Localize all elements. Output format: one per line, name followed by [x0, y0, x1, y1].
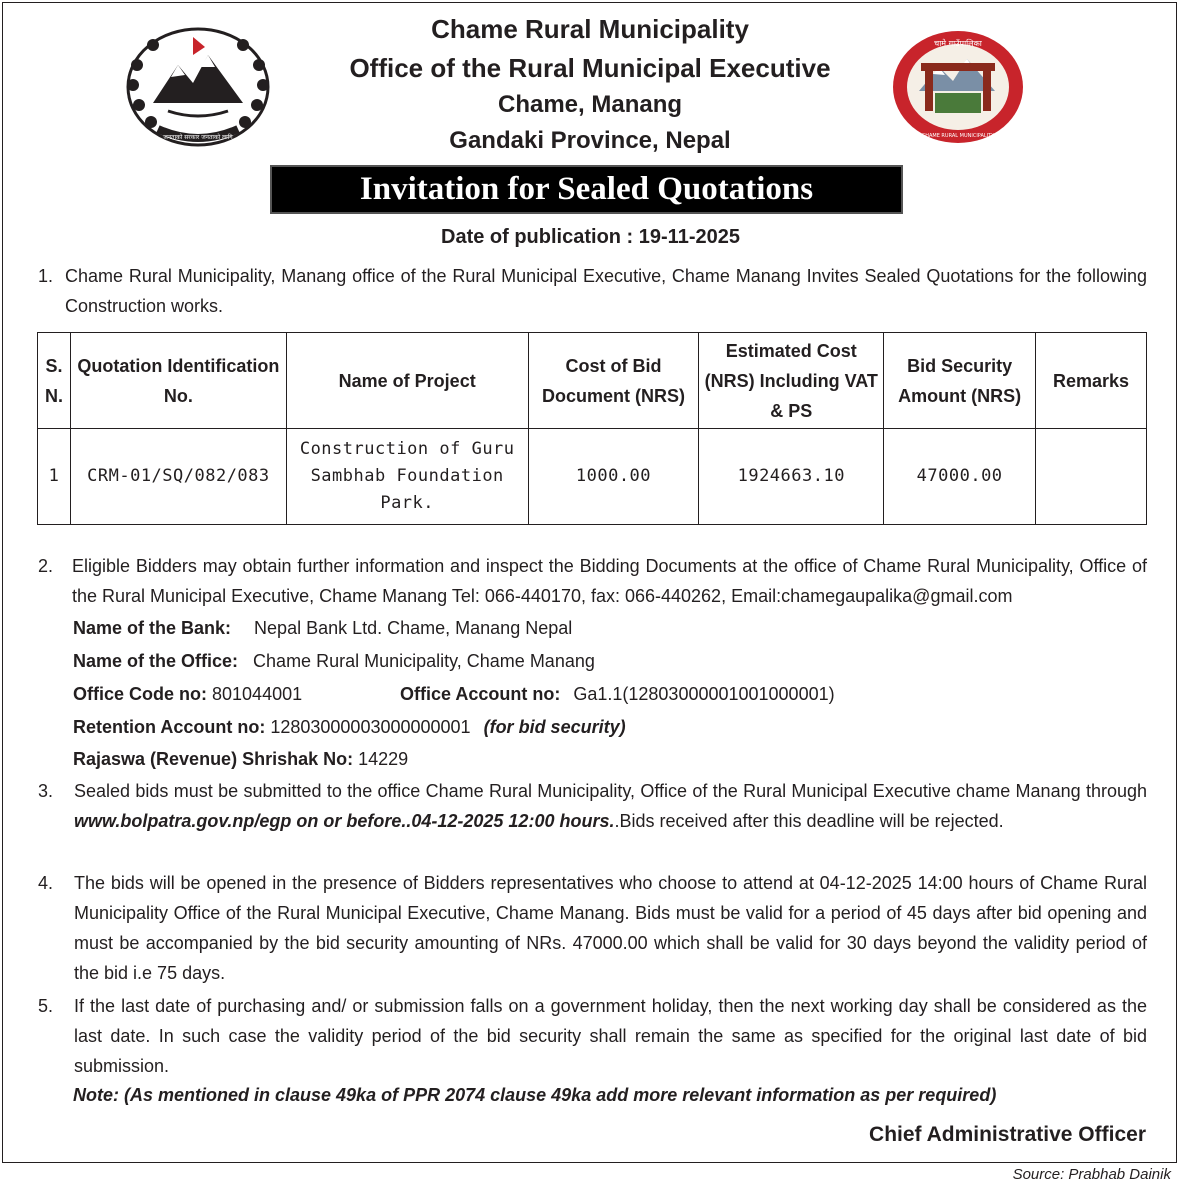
- clause-2-text: Eligible Bidders may obtain further information and inspect the Bidding Documents at the office of Chame Rural Municipality, Office of the Rural Municipal Executive, Chame Manang Tel: 066-440170, fax: 066-440262, Email:chamegaupalika@gmail.com: [72, 556, 1147, 606]
- clause-4-number: 4.: [38, 873, 54, 893]
- quotation-table: [37, 332, 1147, 525]
- office-code-line: [73, 684, 302, 705]
- header-project-name: Name of Project: [286, 333, 528, 429]
- clause-3-number: 3.: [38, 781, 54, 801]
- clause-4-text: The bids will be opened in the presence of Bidders representatives who choose to attend at 04-12-2025 14:00 hours of Chame Rural Municipality Office of the Rural Municipal Executive, Chame Manang. Bids must be valid for a period of 45 days after bid opening and must be accompanied by the bid security amounting of NRs. 47000.00 which shall be valid for 30 days beyond the validity period of the bid i.e 75 days.: [74, 873, 1147, 983]
- retention-label: Retention Account no:: [73, 717, 266, 737]
- bank-line: [73, 618, 572, 639]
- signatory: Chief Administrative Officer: [869, 1123, 1146, 1146]
- header-municipality: Chame Rural Municipality: [431, 14, 749, 44]
- cell-bid-security: 47000.00: [884, 429, 1036, 525]
- clause-3-deadline: www.bolpatra.gov.np/egp on or before..04-12-2025 12:00 hours.: [74, 811, 615, 831]
- note: Note: (As mentioned in clause 49ka of PPR 2074 clause 49ka add more relevant information as per required): [73, 1085, 997, 1105]
- header-bid-security: Bid Security Amount (NRS): [884, 333, 1036, 429]
- clause-1-number: 1.: [38, 266, 54, 286]
- office-code-label: Office Code no:: [73, 684, 207, 704]
- svg-text:जनताको सरकार जनताको लागि: जनताको सरकार जनताको लागि: [163, 134, 233, 141]
- cell-quotation-id: CRM-01/SQ/082/083: [70, 429, 286, 525]
- cell-estimated-cost: 1924663.10: [699, 429, 884, 525]
- header-bid-document-cost: Cost of Bid Document (NRS): [528, 333, 699, 429]
- clause-1-text: Chame Rural Municipality, Manang office of the Rural Municipal Executive, Chame Manang Invites Sealed Quotations for the following Construction works.: [65, 266, 1147, 316]
- office-account-value: Ga1.1(12803000001001000001): [573, 684, 835, 704]
- svg-text:CHAME RURAL MUNICIPALITY: CHAME RURAL MUNICIPALITY: [921, 133, 995, 139]
- chame-municipality-seal: [891, 29, 1025, 145]
- nepal-emblem-logo: [123, 25, 273, 150]
- office-account-label: Office Account no:: [400, 684, 561, 704]
- header-remarks: Remarks: [1036, 333, 1147, 429]
- cell-sn: 1: [38, 429, 71, 525]
- bank-value: Nepal Bank Ltd. Chame, Manang Nepal: [254, 618, 573, 638]
- office-code-value: 801044001: [212, 684, 303, 704]
- office-value: Chame Rural Municipality, Chame Manang: [253, 651, 595, 671]
- header-quotation-id: Quotation Identification No.: [70, 333, 286, 429]
- header-estimated-cost: Estimated Cost (NRS) Including VAT & PS: [699, 333, 884, 429]
- cell-bid-document-cost: 1000.00: [528, 429, 699, 525]
- cell-project-name: Construction of Guru Sambhab Foundation Park.: [286, 429, 528, 525]
- office-label: Name of the Office:: [73, 651, 239, 671]
- clause-3-text: [74, 776, 1147, 836]
- header-province: Gandaki Province, Nepal: [449, 127, 731, 154]
- clause-3-post: .Bids received after this deadline will be rejected.: [614, 811, 1004, 831]
- header-location: Chame, Manang: [497, 91, 683, 118]
- cell-remarks: [1036, 429, 1147, 525]
- retention-value: 12803000003000000001: [270, 717, 471, 737]
- svg-text:चामे गाउँपालिका: चामे गाउँपालिका: [934, 39, 982, 48]
- header-office: Office of the Rural Municipal Executive: [349, 53, 831, 83]
- clause-3-pre: Sealed bids must be submitted to the office Chame Rural Municipality, Office of the Rural Municipal Executive chame Manang through: [74, 781, 1147, 801]
- publication-date: Date of publication : 19-11-2025: [441, 226, 740, 248]
- office-account-line: [400, 684, 835, 705]
- clause-2-number: 2.: [38, 556, 54, 576]
- retention-note: (for bid security): [483, 717, 626, 737]
- notice-title: Invitation for Sealed Quotations: [270, 165, 903, 214]
- office-line: [73, 651, 595, 672]
- source-credit: Source: Prabhab Dainik: [1012, 1166, 1171, 1183]
- revenue-label: Rajaswa (Revenue) Shrishak No:: [73, 749, 354, 769]
- table-row: [38, 429, 1147, 525]
- header-sn: S. N.: [38, 333, 71, 429]
- revenue-line: [73, 749, 408, 770]
- clause-5-number: 5.: [38, 996, 54, 1016]
- bank-label: Name of the Bank:: [73, 618, 232, 638]
- clause-5-text: If the last date of purchasing and/ or submission falls on a government holiday, then the next working day shall be considered as the last date. In such case the validity period of the bid security shall remain the same as specified for the original last date of bid submission.: [74, 996, 1147, 1076]
- retention-line: [73, 717, 626, 738]
- revenue-value: 14229: [358, 749, 409, 769]
- table-header-row: [38, 333, 1147, 429]
